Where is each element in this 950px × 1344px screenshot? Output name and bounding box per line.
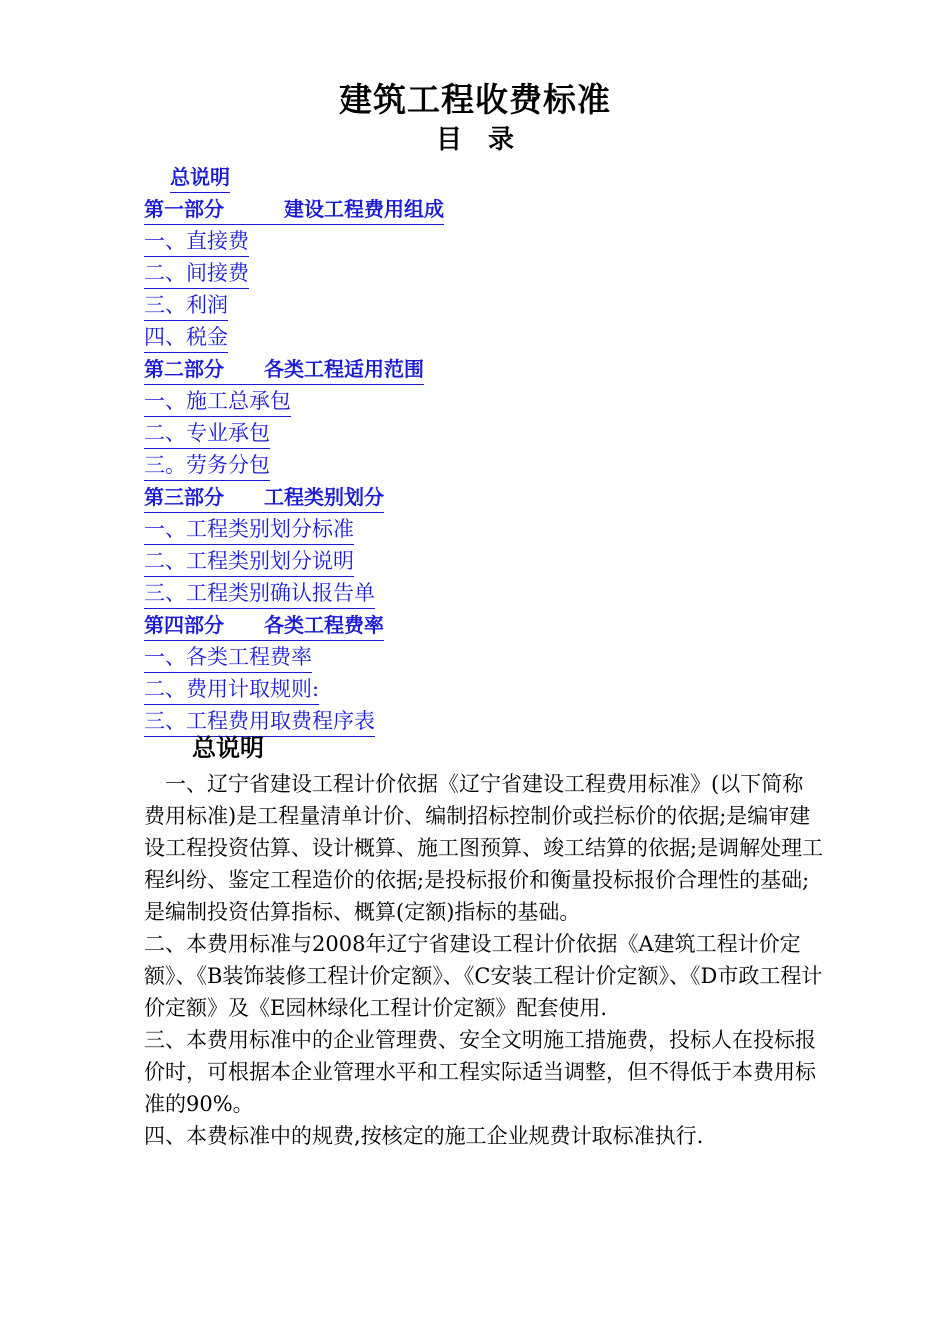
general-notes-paragraph-3: 三、本费用标准中的企业管理费、安全文明施工措施费，投标人在投标报价时，可根据本企业管理水平和工程实际适当调整，但不得低于本费用标准的90%。 <box>144 1028 816 1116</box>
toc-link[interactable] <box>144 546 564 578</box>
toc-link[interactable] <box>144 290 564 322</box>
general-notes-heading: 总说明 <box>192 734 264 762</box>
toc-link-label: 二、工程类别划分说明 <box>144 548 354 577</box>
toc-link-label: 第二部分 各类工程适用范围 <box>144 356 424 385</box>
general-notes-paragraph-2: 二、本费用标准与2008年辽宁省建设工程计价依据《A建筑工程计价定额》、《B装饰装修工程计价定额》、《C安装工程计价定额》、《D市政工程计价定额》及《E园林绿化工程计价定额》配套使用. <box>144 932 823 1020</box>
toc-link-label: 第一部分 建设工程费用组成 <box>144 196 444 225</box>
toc-part-link[interactable] <box>144 482 564 514</box>
general-notes-paragraph-1: 一、辽宁省建设工程计价依据《辽宁省建设工程费用标准》(以下简称费用标准)是工程量清单计价、编制招标控制价或拦标价的依据;是编审建设工程投资估算、设计概算、施工图预算、竣工结算的依据;是调解处理工程纠纷、鉴定工程造价的依据;是投标报价和衡量投标报价合理性的基础;是编制投资估算指标、概算(定额)指标的基础。 <box>144 772 824 924</box>
toc-part-link[interactable] <box>144 610 564 642</box>
general-notes-body <box>144 768 824 1152</box>
general-notes-paragraph-4: 四、本费标准中的规费,按核定的施工企业规费计取标准执行. <box>144 1124 704 1148</box>
toc-link[interactable] <box>144 642 564 674</box>
toc-link-label: 二、费用计取规则: <box>144 676 319 705</box>
toc-link-label: 一、各类工程费率 <box>144 644 312 673</box>
document-title: 建筑工程收费标准 <box>339 80 611 119</box>
toc-link-label: 四、税金 <box>144 324 228 353</box>
toc-link-label: 一、工程类别划分标准 <box>144 516 354 545</box>
toc-link[interactable] <box>144 258 564 290</box>
toc-link-label: 第四部分 各类工程费率 <box>144 612 384 641</box>
toc-link-label: 二、间接费 <box>144 260 249 289</box>
toc-link-label: 一、施工总承包 <box>144 388 291 417</box>
toc-heading: 目 录 <box>435 125 514 155</box>
toc-link[interactable] <box>144 418 564 450</box>
toc-link[interactable] <box>144 674 564 706</box>
toc-link[interactable] <box>144 226 564 258</box>
toc-link-label: 总说明 <box>170 164 230 193</box>
toc-link[interactable] <box>144 450 564 482</box>
toc-part-link[interactable] <box>144 194 564 226</box>
toc-link-label: 一、直接费 <box>144 228 249 257</box>
toc-link[interactable] <box>144 386 564 418</box>
table-of-contents <box>144 162 564 738</box>
toc-link-label: 三、工程类别确认报告单 <box>144 580 375 609</box>
toc-link-label: 三、工程费用取费程序表 <box>144 708 375 737</box>
toc-link-label: 三。劳务分包 <box>144 452 270 481</box>
toc-link[interactable] <box>144 162 564 194</box>
toc-link[interactable] <box>144 322 564 354</box>
toc-link-label: 二、专业承包 <box>144 420 270 449</box>
toc-link[interactable] <box>144 578 564 610</box>
toc-link-label: 三、利润 <box>144 292 228 321</box>
toc-link-label: 第三部分 工程类别划分 <box>144 484 384 513</box>
toc-part-link[interactable] <box>144 354 564 386</box>
toc-link[interactable] <box>144 514 564 546</box>
